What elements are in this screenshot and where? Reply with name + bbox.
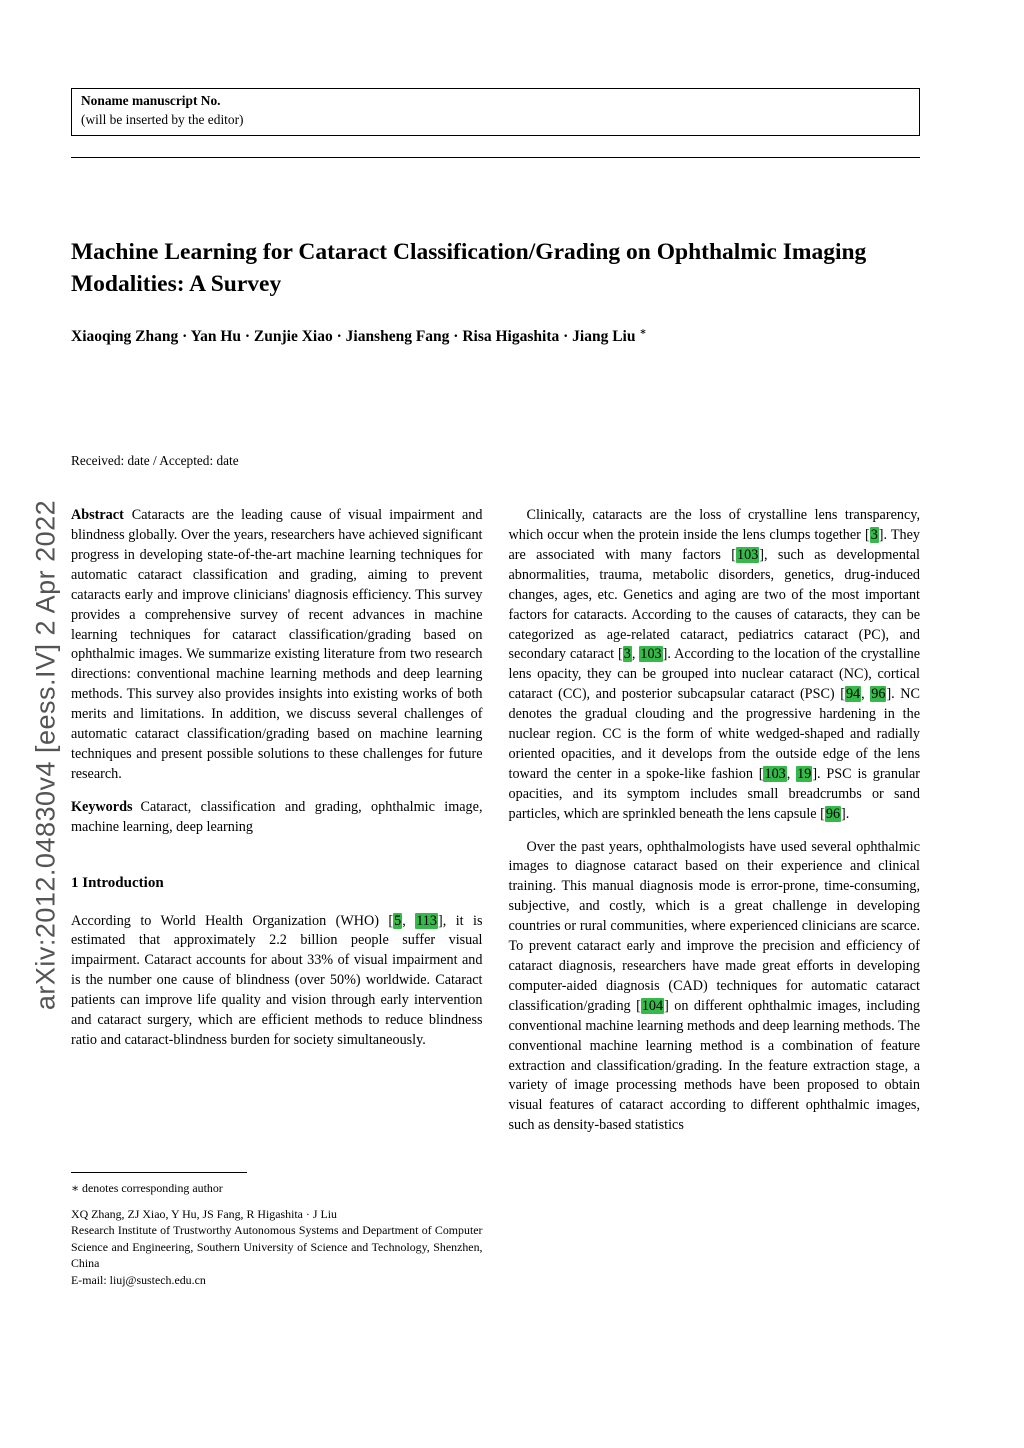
footnote-block <box>71 1172 483 1288</box>
right-column <box>509 506 921 1288</box>
citation-link[interactable]: 3 <box>870 526 878 543</box>
citation-link[interactable]: 96 <box>871 686 886 703</box>
citation-link[interactable]: 3 <box>623 646 631 663</box>
citation-link[interactable]: 19 <box>797 765 812 782</box>
citation-link[interactable]: 96 <box>825 805 841 822</box>
received-accepted-dates: Received: date / Accepted: date <box>71 453 239 469</box>
citation-link[interactable]: 113 <box>416 912 437 929</box>
cad-motivation-paragraph: Over the past years, ophthalmologists have used several ophthalmic images to diagnose cataract based on their experience and clinical training. This manual diagnosis mode is error-prone, time-consuming, subjective, and costly, which is a great challenge in developing countries or rural communities, where experienced clinicians are scarce. To prevent cataract early and improve the precision and efficiency of cataract diagnosis, researchers have made great efforts in developing computer-aided diagnosis (CAD) techniques for automatic cataract classification/grading [104] on different ophthalmic images, including conventional machine learning methods and deep learning methods. The conventional machine learning method is a combination of feature extraction and classification/grading. In the feature extraction stage, a variety of image processing methods have been proposed to obtain visual features of cataract according to different ophthalmic images, such as density-based statistics <box>508 838 920 1134</box>
email-link[interactable]: liuj@sustech.edu.cn <box>109 1272 206 1287</box>
section-1-heading: 1 Introduction <box>71 874 164 891</box>
manuscript-no-line: Noname manuscript No. <box>81 93 221 108</box>
abstract-text: Cataracts are the leading cause of visual impairment and blindness globally. Over the years, researchers have achieved significant progress in developing state-of-the-art machine learning techniques for automatic cataract classification and grading, aiming to prevent cataracts early and improve clinicians' diagnosis efficiency. This survey provides a comprehensive survey of recent advances in machine learning techniques for cataract classification/grading based on ophthalmic images. We summarize existing literature from two research directions: conventional machine learning methods and deep learning methods. This survey also provides insights into existing works of both merits and limitations. In addition, we discuss several challenges of automatic cataract classification/grading based on machine learning techniques and present possible solutions to these challenges for future research. <box>71 507 483 782</box>
author-list <box>71 326 691 348</box>
keywords-paragraph <box>71 798 483 838</box>
corresponding-author-star: ∗ <box>639 326 647 338</box>
arxiv-watermark: arXiv:2012.04830v4 [eess.IV] 2 Apr 2022 <box>30 499 61 1011</box>
abstract-paragraph <box>71 506 483 785</box>
paper-title: Machine Learning for Cataract Classification/Grading on Ophthalmic Imaging Modalities: A Survey <box>71 238 867 297</box>
header-rule <box>71 157 920 158</box>
keywords-label: Keywords <box>71 798 133 815</box>
footnote-email-line <box>71 1272 483 1288</box>
citation-link[interactable]: 103 <box>764 765 786 782</box>
footnote-rule <box>71 1172 247 1173</box>
author-names: Xiaoqing Zhang · Yan Hu · Zunjie Xiao · Jiansheng Fang · Risa Higashita · Jiang Liu <box>71 328 636 346</box>
introduction-paragraph: According to World Health Organization (WHO) [5, 113], it is estimated that approximately 2.2 billion people suffer visual impairment. Cataract accounts for about 33% of visual impairment and is the number one cause of blindness (over 50%) worldwide. Cataract patients can improve life quality and vision through early intervention and cataract surgery, which are efficient methods to reduce blindness ratio and cataract-blindness burden for society simultaneously. <box>71 912 483 1048</box>
keywords-text: Cataract, classification and grading, ophthalmic image, machine learning, deep learning <box>71 798 483 835</box>
citation-link[interactable]: 104 <box>641 997 664 1014</box>
citation-link[interactable]: 103 <box>737 546 759 563</box>
citation-link[interactable]: 94 <box>845 686 861 703</box>
abstract-label: Abstract <box>71 507 124 524</box>
manuscript-note-box <box>71 88 920 136</box>
citation-link[interactable]: 5 <box>394 912 402 929</box>
footnote-affiliation: Research Institute of Trustworthy Autonomous Systems and Department of Computer Science and Engineering, Southern University of Science and Technology, Shenzhen, China <box>71 1223 483 1271</box>
left-column <box>71 506 483 1288</box>
email-label: E-mail: <box>71 1272 107 1287</box>
two-column-body <box>71 506 920 1288</box>
citation-link[interactable]: 103 <box>640 646 662 663</box>
corresponding-author-note: ∗ denotes corresponding author <box>71 1180 223 1195</box>
editor-note-line: (will be inserted by the editor) <box>81 111 244 127</box>
clinical-background-paragraph: Clinically, cataracts are the loss of crystalline lens transparency, which occur when the protein inside the lens clumps together [3]. They are associated with many factors [103], such as developmental abnormalities, trauma, metabolic disorders, genetics, drug-induced changes, ages, etc. Genetics and aging are two of the most important factors for cataracts. According to the causes of cataracts, they can be categorized as age-related cataract, pediatrics cataract (PC), and secondary cataract [3, 103]. According to the location of the crystalline lens opacity, they can be grouped into nuclear cataract (NC), cortical cataract (CC), and posterior subcapsular cataract (PSC) [94, 96]. NC denotes the gradual clouding and the progressive hardening in the nuclear region. CC is the form of white wedged-shaped and radially oriented opacities, and it develops from the outside edge of the lens toward the center in a spoke-like fashion [103, 19]. PSC is granular opacities, and its symptom includes small breadcrumbs or sand particles, which are sprinkled beneath the lens capsule [96]. <box>508 507 921 822</box>
footnote-author-list: XQ Zhang, ZJ Xiao, Y Hu, JS Fang, R Higashita · J Liu <box>71 1207 337 1222</box>
paper-content <box>71 88 920 1288</box>
